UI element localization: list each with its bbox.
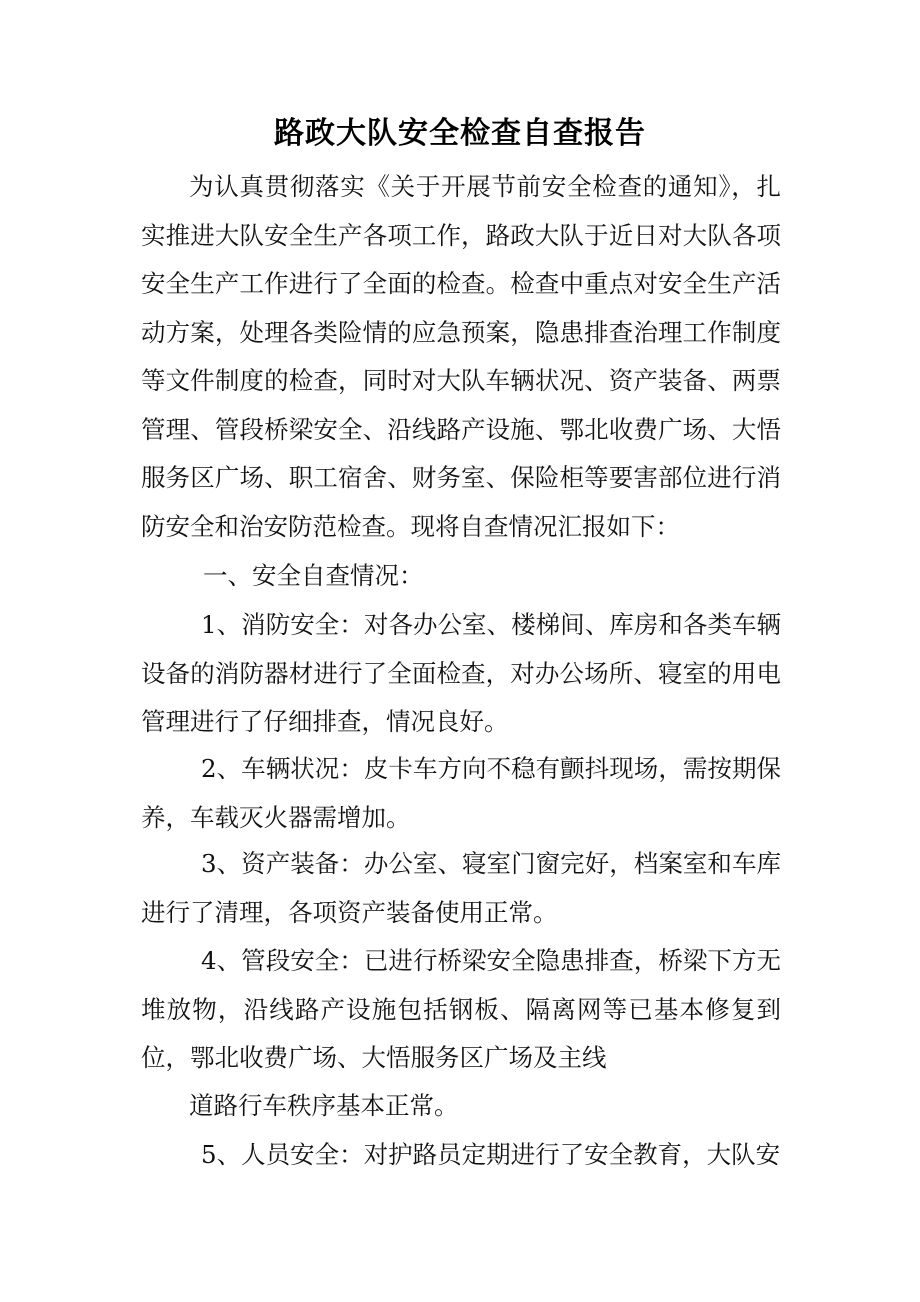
item-fire-safety: 1、消防安全：对各办公室、楼梯间、库房和各类车辆设备的消防器材进行了全面检查，对办公场所、寝室的用电管理进行了仔细排查，情况良好。 bbox=[141, 610, 781, 736]
item-personnel-safety: 5、人员安全：对护路员定期进行了安全教育，大队安 bbox=[201, 1140, 781, 1169]
item-vehicle-status: 2、车辆状况：皮卡车方向不稳有颤抖现场，需按期保养，车载灭火器需增加。 bbox=[141, 754, 781, 832]
intro-paragraph: 为认真贯彻落实《关于开展节前安全检查的通知》，扎实推进大队安全生产各项工作，路政大队于近日对大队各项安全生产工作进行了全面的检查。检查中重点对安全生产活动方案，处理各类险情的应急预案，隐患排查治理工作制度等文件制度的检查，同时对大队车辆状况、资产装备、两票管理、管段桥梁安全、沿线路产设施、鄂北收费广场、大悟服务区广场、职工宿舍、财务室、保险柜等要害部位进行消防安全和治安防范检查。现将自查情况汇报如下： bbox=[141, 172, 781, 541]
item-section-safety: 4、管段安全：已进行桥梁安全隐患排查，桥梁下方无堆放物，沿线路产设施包括钢板、隔离网等已基本修复到位，鄂北收费广场、大悟服务区广场及主线 bbox=[141, 946, 781, 1072]
item-section-safety-continued: 道路行车秩序基本正常。 bbox=[189, 1091, 459, 1120]
document-title: 路政大队安全检查自查报告 bbox=[274, 116, 646, 151]
item-asset-equipment: 3、资产装备：办公室、寝室门窗完好，档案室和车库进行了清理，各项资产装备使用正常。 bbox=[141, 849, 781, 927]
section-heading: 一、安全自查情况： bbox=[203, 561, 424, 590]
